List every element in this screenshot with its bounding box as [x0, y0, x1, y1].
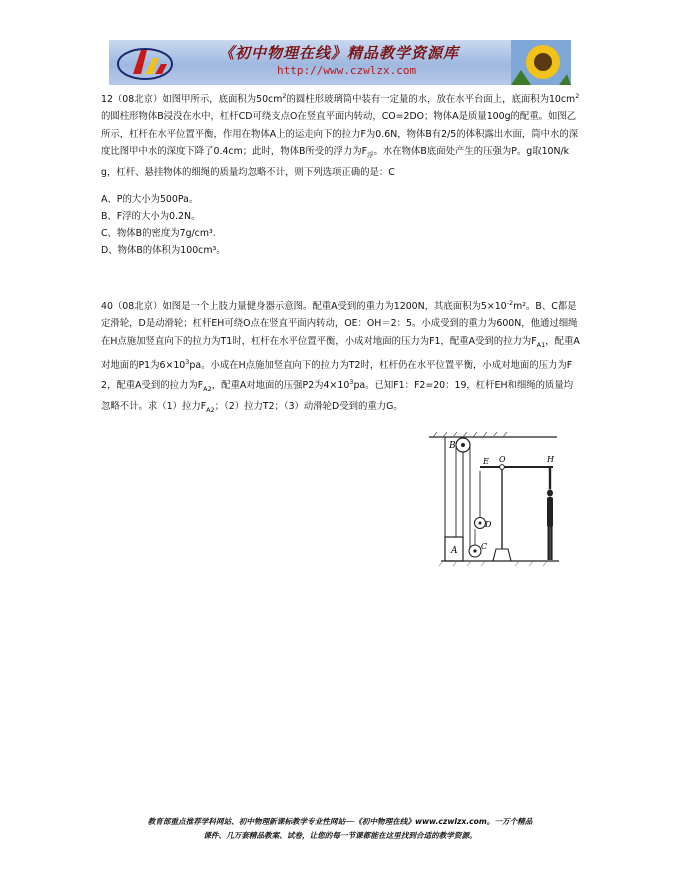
sunflower-icon	[511, 40, 571, 85]
header-banner	[109, 40, 571, 85]
site-logo-icon	[115, 44, 185, 82]
option-c: C、物体B的密度为7g/cm³.	[101, 228, 216, 239]
footer-line-1: 教育部重点推荐学科网站、初中物理新课标教学专业性网站──《初中物理在线》www.czwlzx.com。一万个精品	[147, 817, 533, 826]
banner-title: 《初中物理在线》精品教学资源库	[219, 44, 460, 62]
label-a: A	[451, 546, 458, 556]
label-d: D	[485, 520, 492, 529]
footer-line-2: 课件、几万套精品教案、试卷，让您的每一节课都能在这里找到合适的教学资源。	[203, 831, 477, 840]
label-o: O	[499, 455, 506, 464]
option-a: A、P的大小为500Pa。	[101, 194, 199, 205]
label-h: H	[547, 455, 554, 464]
page-footer	[88, 815, 592, 843]
option-b: B、F浮的大小为0.2N。	[101, 211, 201, 222]
label-b: B	[449, 441, 456, 451]
fitness-machine-diagram	[423, 431, 563, 567]
question-40-stem: 40（08北京）如图是一个上肢力量健身器示意图。配重A受到的重力为1200N，其底面积为$5\times 10^{-2}m^2$。B、C都是定滑轮，D是动滑轮；杠杆EH可绕O点在竖直平面内转动，OE：OH＝2：5。小成受到的重力为600N，他通过细绳在H点施加竖直向下的拉力为T1时，杠杆在水平位置平衡，小成对地面的压力为F1，配重A受到的拉力为$F_{A1}$，配重A对地面的P1为$6\times 10^3pa$。小成在H点施加竖直向下的拉力为T2时，杠杆仍在水平位置平衡，小成对地面的压力为F2，配重A受到的拉力为$F_{A2}$，配重A对地面的压强P2为$4\times 10^3pa$。已知F1：F2=20：19，杠杆EH和细绳的质量均忽略不计。求（1）拉力$F_{A2}$；（2）拉力T2；（3）动滑轮D受到的重力G。	[101, 299, 580, 415]
person-figure	[547, 467, 553, 560]
option-d: D、物体B的体积为100cm³。	[101, 245, 226, 256]
question-12-stem: 12（08北京）如图甲所示，底面积为$50cm^2$的圆柱形玻璃筒中装有一定量的水，放在水平台面上，底面积为$10cm^2$的圆柱形物体B浸没在水中，杠杆CD可绕支点O在竖直平面内转动，CO=2DO；物体A是质量100g的配重。如图乙所示，杠杆在水平位置平衡，作用在物体A上的运走向下的拉力F为0.6N，物体B有2/5的体积露出水面，筒中水的深度比图甲中水的深度下降了0.4cm；此时，物体B所受的浮力为$F_浮$。水在物体B底面处产生的压强为P。g取10N/kg，杠杆、悬挂物体的细绳的质量均忽略不计，则下列选项正确的是：C	[101, 92, 580, 178]
banner-url[interactable]: http://www.czwlzx.com	[277, 64, 417, 77]
label-c: C	[481, 542, 488, 551]
label-e: E	[483, 457, 489, 466]
